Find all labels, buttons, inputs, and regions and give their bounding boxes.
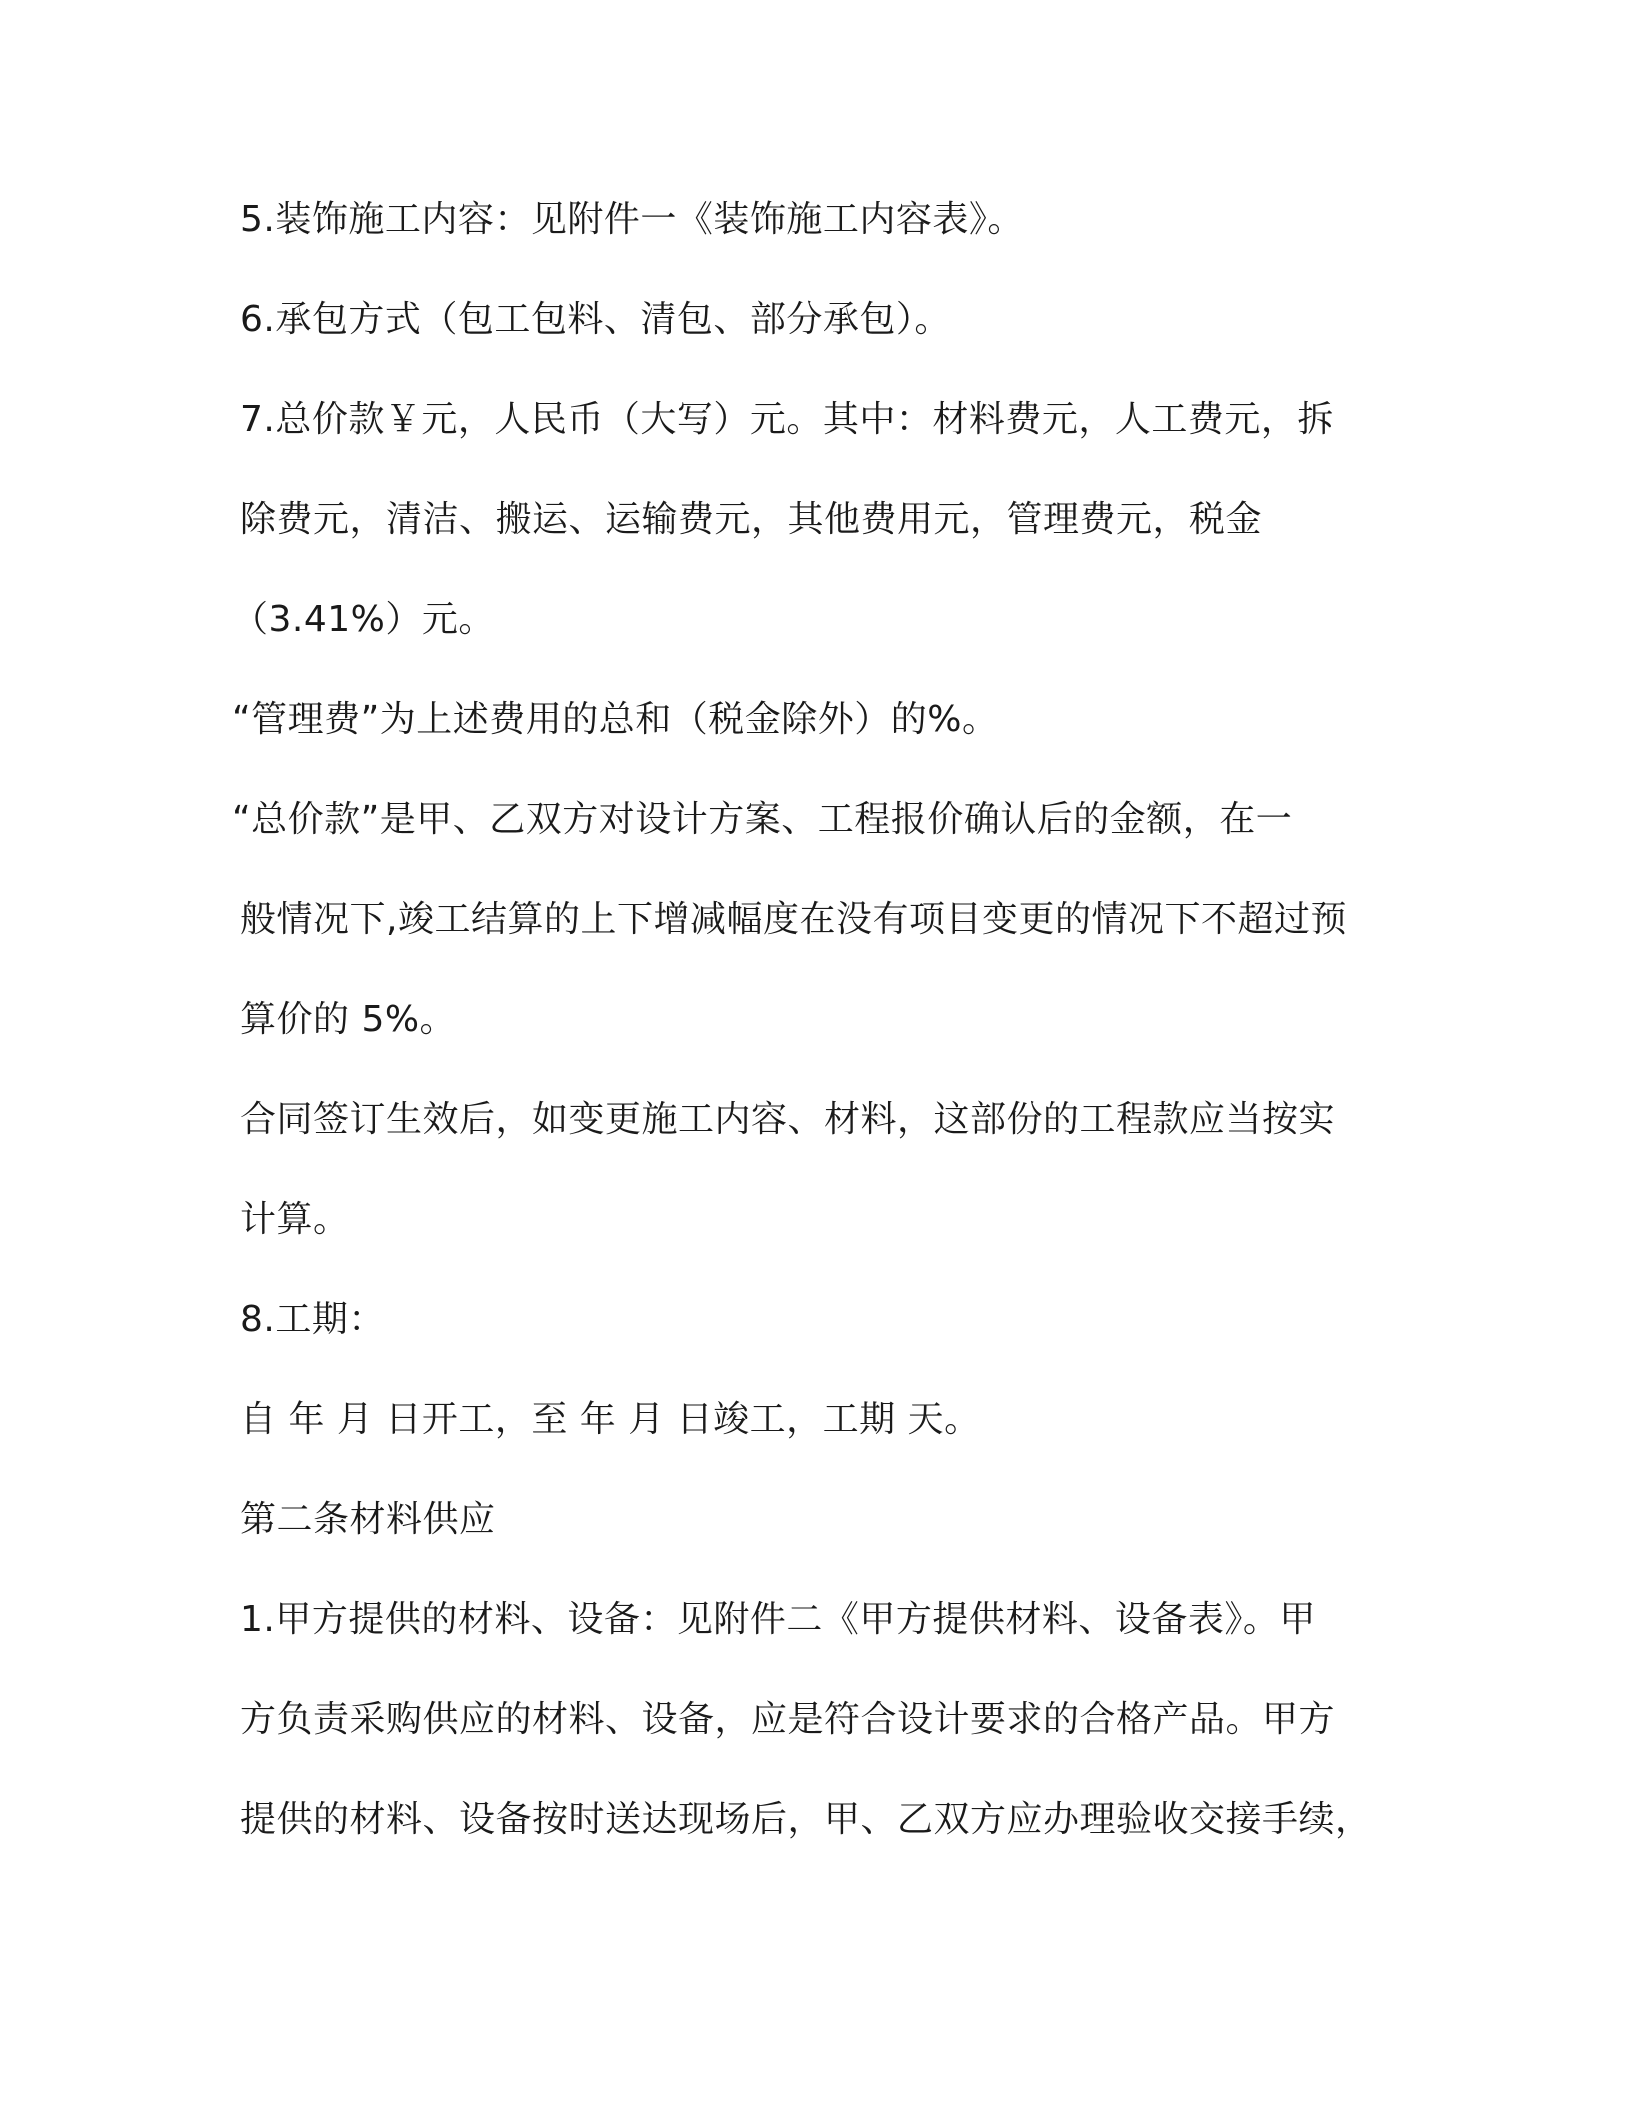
text-line-total-price-definition: “总价款”是甲、乙双方对设计方案、工程报价确认后的金额，在一 — [232, 799, 1293, 840]
text-line-item7-total-price: 7.总价款￥元，人民币（大写）元。其中：材料费元，人工费元，拆 — [240, 399, 1334, 440]
text-line-item7-tax: （3.41%）元。 — [232, 599, 495, 640]
text-line-schedule: 自 年 月 日开工，至 年 月 日竣工，工期 天。 — [240, 1399, 981, 1440]
text-line-procurement: 方负责采购供应的材料、设备，应是符合设计要求的合格产品。甲方 — [240, 1699, 1336, 1740]
text-line-item6-contract-method: 6.承包方式（包工包料、清包、部分承包）。 — [240, 299, 951, 340]
text-line-item7-fees: 除费元，清洁、搬运、运输费元，其他费用元，管理费元，税金 — [240, 499, 1263, 540]
text-line-management-fee: “管理费”为上述费用的总和（税金除外）的%。 — [232, 699, 999, 740]
text-line-party-a-materials: 1.甲方提供的材料、设备：见附件二《甲方提供材料、设备表》。甲 — [240, 1599, 1316, 1640]
text-line-acceptance: 提供的材料、设备按时送达现场后，甲、乙双方应办理验收交接手续， — [240, 1799, 1372, 1840]
text-line-calculation: 计算。 — [240, 1199, 350, 1240]
text-line-settlement: 般情况下,竣工结算的上下增减幅度在没有项目变更的情况下不超过预 — [240, 899, 1347, 940]
text-line-item8-duration: 8.工期： — [240, 1299, 385, 1340]
text-line-budget-percent: 算价的 5%。 — [240, 999, 457, 1040]
text-line-item5-construction-content: 5.装饰施工内容：见附件一《装饰施工内容表》。 — [240, 199, 1024, 240]
text-line-contract-change: 合同签订生效后，如变更施工内容、材料，这部份的工程款应当按实 — [240, 1099, 1336, 1140]
section-heading-material-supply: 第二条材料供应 — [240, 1499, 496, 1540]
